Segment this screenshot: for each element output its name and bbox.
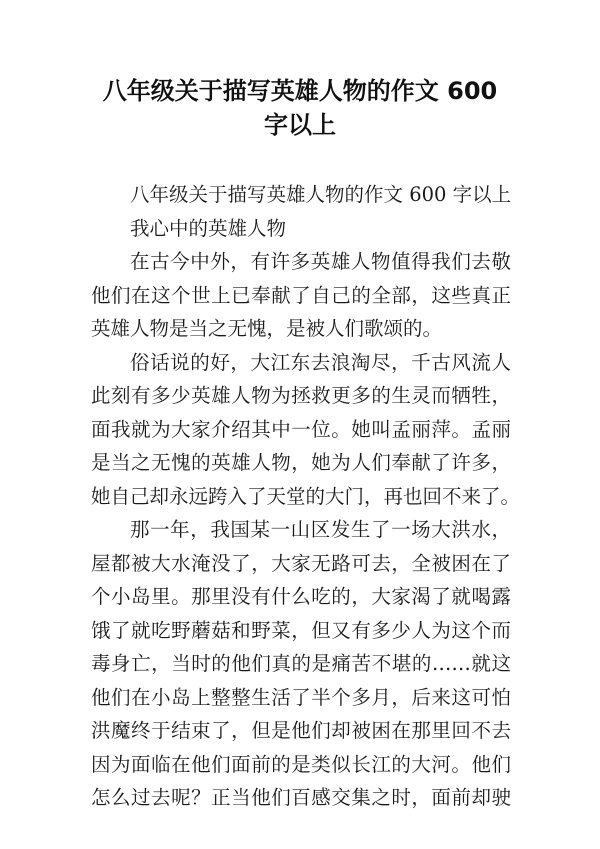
body-text-line: 毒身亡，当时的他们真的是痛苦不堪的……就这 xyxy=(91,652,511,675)
title-line-1: 八年级关于描写英雄人物的作文 600 xyxy=(102,77,498,105)
title-line-2: 字以上 xyxy=(264,111,336,139)
document-body xyxy=(91,178,521,815)
body-text-line: 那一年，我国某一山区发生了一场大洪水， xyxy=(130,518,511,541)
body-text-line: 在古今中外，有许多英雄人物值得我们去敬 xyxy=(130,250,511,273)
body-text-line: 他们在小岛上整整生活了半个多月，后来这可怕 xyxy=(91,685,511,709)
body-text-line: 俗话说的好，大江东去浪淘尽，千古风流人 xyxy=(130,350,511,374)
body-text-line: 她自己却永远跨入了天堂的大门，再也回不来了。 xyxy=(91,484,521,508)
body-text-line: 因为面临在他们面前的是类似长江的大河。他们 xyxy=(91,752,511,776)
body-text-line: 屋都被大水淹没了，大家无路可去，全被困在了 xyxy=(91,551,511,575)
body-text-line: 是当之无愧的英雄人物，她为人们奉献了许多， xyxy=(91,451,511,474)
body-text-line: 我心中的英雄人物 xyxy=(130,216,287,240)
body-text-line: 英雄人物是当之无愧，是被人们歌颂的。 xyxy=(91,317,443,340)
body-text-line: 饿了就吃野蘑菇和野菜，但又有多少人为这个而 xyxy=(91,618,511,642)
body-text-line: 洪魔终于结束了，但是他们却被困在那里回不去 xyxy=(91,719,511,742)
body-text-line: 怎么过去呢？正当他们百感交集之时，面前却驶 xyxy=(91,786,511,809)
body-text-line: 此刻有多少英雄人物为拯救更多的生灵而牺牲， xyxy=(91,384,511,407)
body-text-line: 他们在这个世上已奉献了自己的全部，这些真正 xyxy=(91,283,511,307)
body-text-line: 个小岛里。那里没有什么吃的，大家渴了就喝露 xyxy=(91,585,511,608)
document-title xyxy=(60,74,540,142)
body-text-line: 八年级关于描写英雄人物的作文 600 字以上 xyxy=(130,183,512,206)
body-text-line: 面我就为大家介绍其中一位。她叫孟丽萍。孟丽 xyxy=(91,417,511,441)
